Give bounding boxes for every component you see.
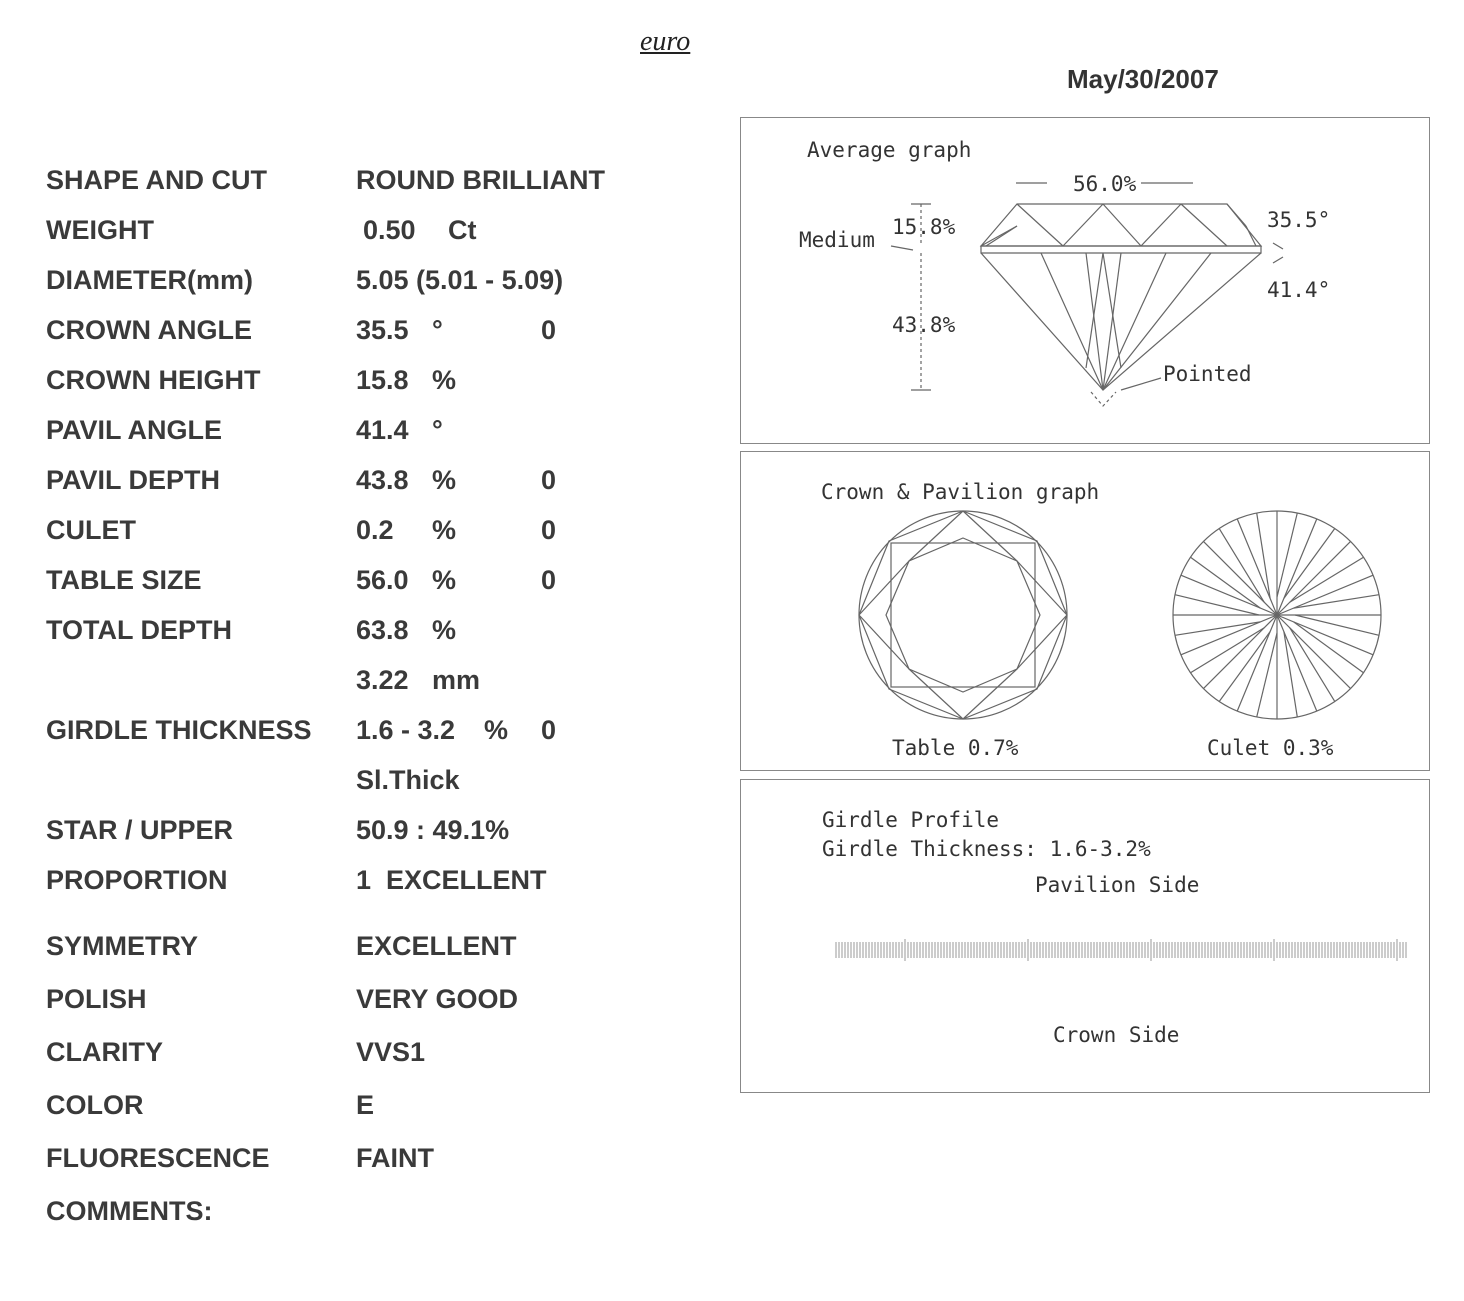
spec-label: TABLE SIZE — [46, 565, 202, 595]
spec-label: STAR / UPPER — [46, 815, 234, 845]
spec-unit: % — [432, 615, 457, 645]
spec-label: SYMMETRY — [46, 931, 199, 961]
spec-value: 63.8 — [356, 615, 409, 645]
spec-value: E — [356, 1090, 375, 1120]
girdle-label: Medium — [799, 228, 875, 252]
spec-grade: 0 — [541, 315, 557, 345]
spec-label: CROWN HEIGHT — [46, 365, 261, 395]
spec-value: 1 EXCELLENT — [356, 865, 547, 895]
spec-label: CLARITY — [46, 1037, 163, 1067]
spec-value: 1.6 - 3.2 — [356, 715, 456, 745]
spec-unit: % — [484, 715, 509, 745]
spec-label: FLUORESCENCE — [46, 1143, 270, 1173]
spec-unit: ° — [432, 415, 443, 445]
spec-label: COLOR — [46, 1090, 144, 1120]
spec-value: 0.2 — [356, 515, 394, 545]
spec-unit: ° — [432, 315, 443, 345]
spec-value: VVS1 — [356, 1037, 426, 1067]
crown-side-label: Crown Side — [1053, 1023, 1180, 1047]
crown-pavilion-title: Crown & Pavilion graph — [821, 480, 1100, 504]
spec-grade: 0 — [541, 515, 557, 545]
girdle-thickness-text: Girdle Thickness: 1.6-3.2% — [822, 837, 1151, 861]
spec-value: 3.22 — [356, 665, 409, 695]
spec-label: DIAMETER(mm) — [46, 265, 253, 295]
spec-value: EXCELLENT — [356, 931, 517, 961]
crown-angle-label: 35.5° — [1267, 208, 1331, 232]
spec-grade: 0 — [541, 715, 557, 745]
spec-unit: Ct — [448, 215, 477, 245]
spec-unit: % — [432, 515, 457, 545]
spec-value: VERY GOOD — [356, 984, 519, 1014]
average-graph-title: Average graph — [807, 138, 972, 162]
spec-grade: 0 — [541, 465, 557, 495]
spec-value: Sl.Thick — [356, 765, 460, 795]
spec-unit: % — [432, 365, 457, 395]
table-percent-label: 56.0% — [1073, 172, 1137, 196]
spec-value: 5.05 (5.01 - 5.09) — [356, 265, 564, 295]
spec-label: SHAPE AND CUT — [46, 165, 268, 195]
culet-label: Pointed — [1163, 362, 1252, 386]
spec-value: 56.0 — [356, 565, 409, 595]
spec-label: WEIGHT — [46, 215, 154, 245]
girdle-profile-title: Girdle Profile — [822, 808, 1000, 832]
spec-value: ROUND BRILLIANT — [356, 165, 605, 195]
spec-value: 50.9 : 49.1% — [356, 815, 510, 845]
spec-label: TOTAL DEPTH — [46, 615, 233, 645]
spec-value: 43.8 — [356, 465, 409, 495]
spec-label: CULET — [46, 515, 136, 545]
pavilion-side-label: Pavilion Side — [1035, 873, 1200, 897]
spec-value: 0.50 — [363, 215, 416, 245]
average-graph-panel — [740, 117, 1430, 444]
spec-grade: 0 — [541, 565, 557, 595]
spec-label: POLISH — [46, 984, 147, 1014]
pavilion-depth-label: 43.8% — [892, 313, 956, 337]
pavilion-angle-label: 41.4° — [1267, 278, 1331, 302]
crown-pavilion-panel — [740, 451, 1430, 771]
table-size-caption: Table 0.7% — [892, 736, 1019, 760]
spec-label: PAVIL ANGLE — [46, 415, 223, 445]
girdle-profile-panel — [740, 779, 1430, 1093]
spec-label: PAVIL DEPTH — [46, 465, 221, 495]
spec-value: 15.8 — [356, 365, 409, 395]
spec-label: CROWN ANGLE — [46, 315, 252, 345]
spec-unit: % — [432, 565, 457, 595]
crown-height-label: 15.8% — [892, 215, 956, 239]
spec-label: GIRDLE THICKNESS — [46, 715, 312, 745]
spec-label: COMMENTS: — [46, 1196, 213, 1226]
spec-label: PROPORTION — [46, 865, 228, 895]
report-date: May/30/2007 — [1067, 64, 1219, 94]
culet-size-caption: Culet 0.3% — [1207, 736, 1334, 760]
spec-value: 41.4 — [356, 415, 409, 445]
spec-unit: mm — [432, 665, 481, 695]
spec-value: FAINT — [356, 1143, 434, 1173]
spec-unit: % — [432, 465, 457, 495]
spec-value: 35.5 — [356, 315, 409, 345]
logo: euro — [640, 26, 691, 57]
